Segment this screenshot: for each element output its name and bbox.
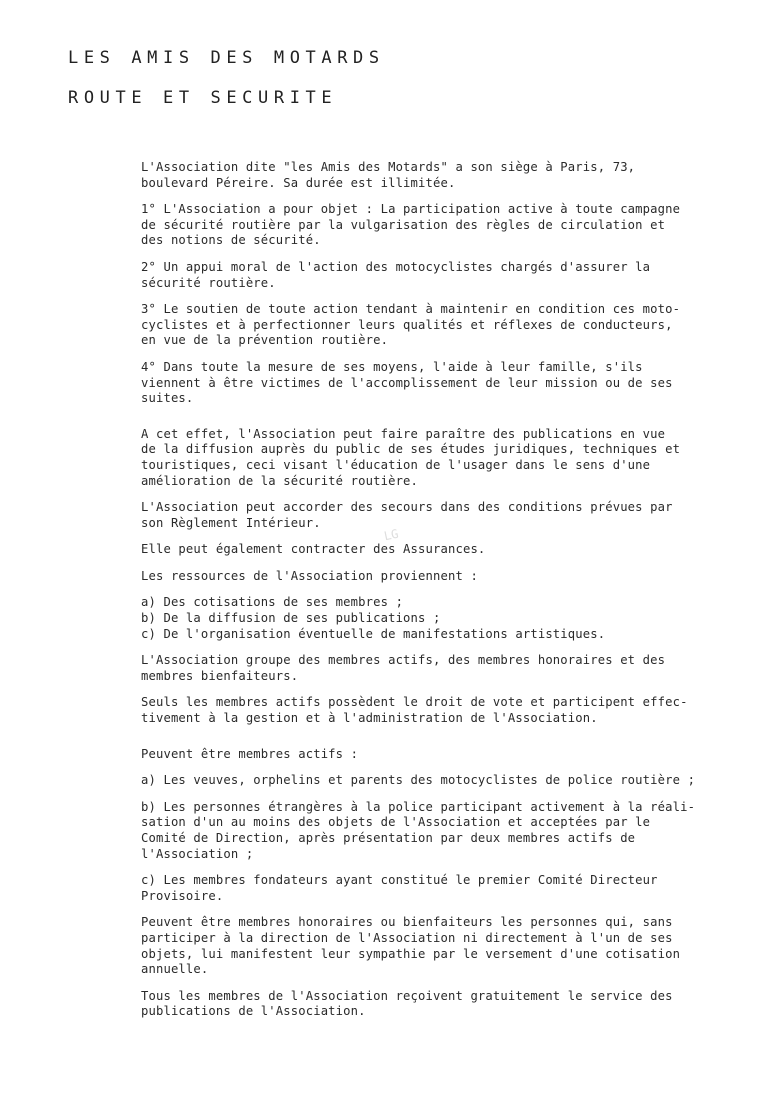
paragraph-membres-groupes: L'Association groupe des membres actifs, des membres honoraires et des membres bienfaiteurs. xyxy=(141,653,666,683)
paragraph-droit-de-vote: Seuls les membres actifs possèdent le droit de vote et participent effec- tivement à la gestion et à l'administration de l'Association. xyxy=(141,695,688,726)
paragraph-assurances: Elle peut également contracter des Assurances. xyxy=(141,542,486,557)
paragraph-membres-honoraires: Peuvent être membres honoraires ou bienfaiteurs les personnes qui, sans participer à la direction de l'Association ni directement à l'un de ses objets, lui manifestent leur sympathie par le versement d'une cotisation annuelle. xyxy=(141,915,681,977)
resources-list xyxy=(141,595,741,642)
paragraph-service-publications: Tous les membres de l'Association reçoivent gratuitement le service des publications de l'Association. xyxy=(141,988,673,1019)
paragraph-secours: L'Association peut accorder des secours dans des conditions prévues par son Règlement Intérieur. xyxy=(141,500,673,530)
paragraph-membres-actifs-intro: Peuvent être membres actifs : xyxy=(141,746,359,761)
paragraph-membres-actifs-b: b) Les personnes étrangères à la police participant activement à la réali- sation d'un au moins des objets de l'Association et acceptées par le Comité de Direction, après présentation par deux membres actifs de l'Association ; xyxy=(141,799,696,861)
paragraph-objet-3: 3° Le soutien de toute action tendant à maintenir en condition ces moto- cyclistes et à perfectionner leurs qualités et réflexes de conducteurs, en vue de la prévention routière. xyxy=(141,302,681,348)
paragraph-membres-actifs-a: a) Les veuves, orphelins et parents des motocyclistes de police routière ; xyxy=(141,773,696,788)
paragraph-ressources-intro: Les ressources de l'Association proviennent : xyxy=(141,568,478,583)
paragraph-publications: A cet effet, l'Association peut faire paraître des publications en vue de la diffusion auprès du public de ses études juridiques, techniques et touristiques, ceci visant l'éducation de l'usager dans le sens d'une amélioration de la sécurité routière. xyxy=(141,426,681,488)
paragraph-objet-4: 4° Dans toute la mesure de ses moyens, l'aide à leur famille, s'ils viennent à être victimes de l'accomplissement de leur mission ou de ses suites. xyxy=(141,359,673,406)
list-item: b) De la diffusion de ses publications ; xyxy=(141,611,441,626)
paragraph-membres-actifs-c: c) Les membres fondateurs ayant constitué le premier Comité Directeur Provisoire. xyxy=(141,873,658,903)
paragraph-siege: L'Association dite "les Amis des Motards" a son siège à Paris, 73, boulevard Péreire. Sa durée est illimitée. xyxy=(141,160,636,190)
watermark-stamp: LG xyxy=(382,526,400,544)
list-item: a) Des cotisations de ses membres ; xyxy=(141,595,404,610)
paragraph-objet-2: 2° Un appui moral de l'action des motocyclistes chargés d'assurer la sécurité routière. xyxy=(141,259,651,290)
document-body xyxy=(141,160,741,1031)
document-title: LES AMIS DES MOTARDS xyxy=(68,48,385,68)
document-subtitle: ROUTE ET SECURITE xyxy=(68,88,338,108)
paragraph-objet-1: 1° L'Association a pour objet : La participation active à toute campagne de sécurité routière par la vulgarisation des règles de circulation et des notions de sécurité. xyxy=(141,202,681,248)
list-item: c) De l'organisation éventuelle de manifestations artistiques. xyxy=(141,626,606,641)
